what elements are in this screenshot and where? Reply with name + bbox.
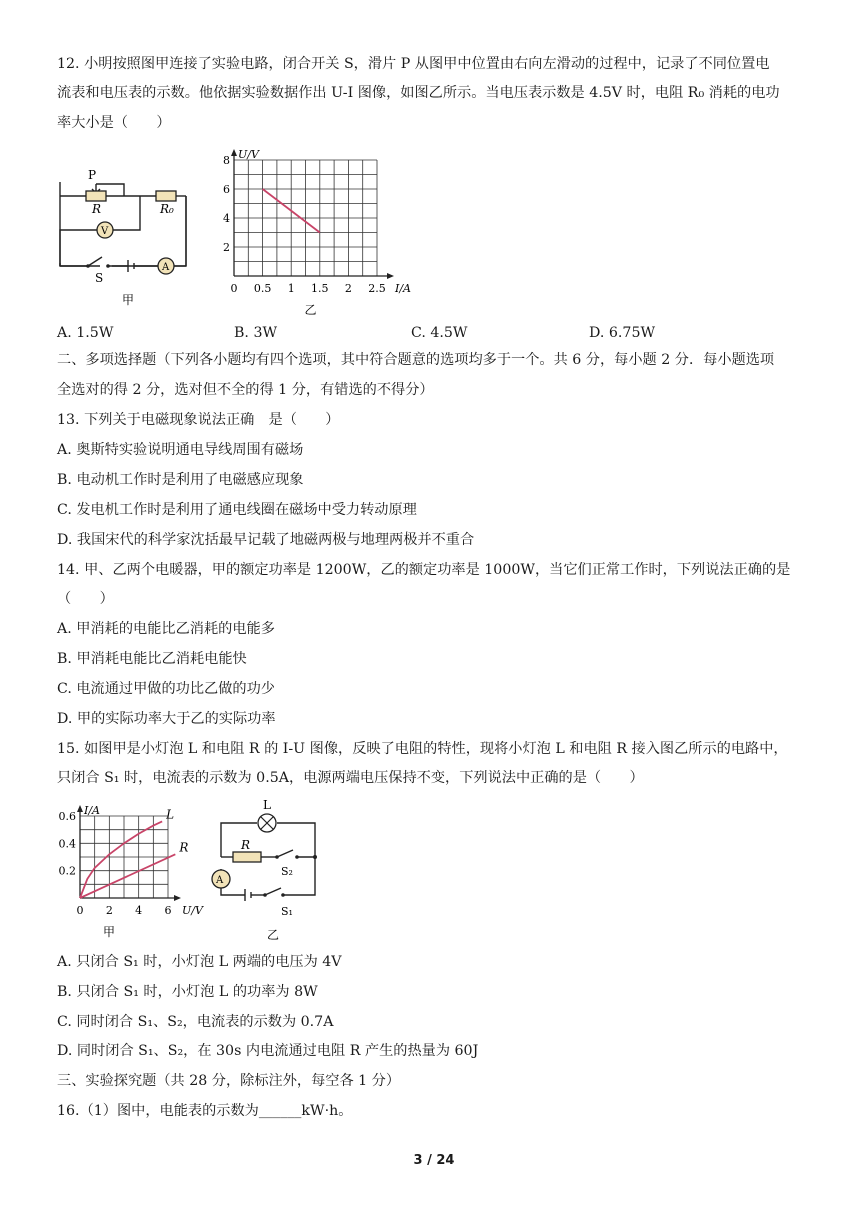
q16-stem: 16.（1）图中，电能表的示数为______kW·h。 [57, 1103, 353, 1119]
q15-option-c: C. 同时闭合 S₁、S₂，电流表的示数为 0.7A [57, 1014, 334, 1030]
label-s1: S₁ [281, 905, 293, 918]
x-tick-label: 2 [344, 282, 352, 295]
x-tick-label: 1.5 [311, 282, 329, 295]
q14-option-c: C. 电流通过甲做的功比乙做的功少 [57, 681, 275, 697]
section2-line-2: 全选对的得 2 分，选对但不全的得 1 分，有错选的不得分） [57, 382, 434, 398]
y-axis-arrow [231, 149, 237, 156]
label-r: R [92, 202, 102, 216]
y-tick-label: 6 [223, 183, 230, 196]
y-tick-label: 2 [223, 241, 230, 254]
section2-line-1: 二、多项选择题（下列各小题均有四个选项，其中符合题意的选项均多于一个。共 6 分，每小题 2 分．每小题选项 [57, 352, 775, 368]
y-tick-label: 8 [223, 154, 230, 167]
label-v: V [101, 226, 109, 237]
page-number: 3 / 24 [413, 1153, 455, 1168]
section3-heading: 三、实验探究题（共 28 分，除标注外，每空各 1 分） [57, 1073, 401, 1089]
q13-stem: 13. 下列关于电磁现象说法正确 是（ ） [57, 412, 340, 428]
q15-option-d: D. 同时闭合 S₁、S₂，在 30s 内电流通过电阻 R 产生的热量为 60J [57, 1043, 479, 1059]
q15-circuit-diagram [205, 795, 325, 945]
q12-line-3: 率大小是（ ） [57, 115, 171, 131]
label-s2: S₂ [281, 865, 293, 878]
q15-stem-1: 15. 如图甲是小灯泡 L 和电阻 R 的 I-U 图像，反映了电阻的特性，现将小灯泡 L 和电阻 R 接入图乙所示的电路中， [57, 741, 788, 757]
x-axis-label: U/V [182, 904, 203, 917]
x-axis-arrow [387, 273, 394, 279]
q12-option-a: A. 1.5W [57, 325, 114, 341]
q14-option-d: D. 甲的实际功率大于乙的实际功率 [57, 711, 276, 727]
q12-option-c: C. 4.5W [411, 325, 468, 341]
q15-iu-chart [52, 796, 217, 946]
resistor-r0 [156, 191, 176, 201]
y-tick-label: 0.4 [58, 837, 76, 851]
x-axis-arrow [174, 895, 181, 901]
x-tick-label: 0.5 [253, 282, 272, 295]
x-tick-label: 2.5 [368, 282, 386, 295]
x-tick-label: 0 [76, 904, 84, 917]
caption-yi: 乙 [267, 928, 280, 942]
q12-circuit-diagram [50, 162, 215, 312]
label-l: L [263, 798, 271, 812]
q15-option-a: A. 只闭合 S₁ 时，小灯泡 L 两端的电压为 4V [57, 954, 342, 970]
series-line-L [80, 821, 162, 898]
y-axis-arrow [77, 805, 83, 812]
q15-option-b: B. 只闭合 S₁ 时，小灯泡 L 的功率为 8W [57, 984, 318, 1000]
q12-line-1: 12. 小明按照图甲连接了实验电路，闭合开关 S，滑片 P 从图甲中位置由右向左滑动的过程中，记录了不同位置电 [57, 56, 770, 72]
x-tick-label: 0 [230, 282, 238, 295]
q13-option-d: D. 我国宋代的科学家沈括最早记载了地磁两极与地理两极并不重合 [57, 532, 475, 548]
q12-option-d: D. 6.75W [589, 325, 656, 341]
rheostat-r [86, 191, 106, 201]
label-p: P [88, 168, 97, 182]
label-r0: R₀ [160, 202, 174, 216]
y-tick-label: 4 [223, 212, 230, 225]
caption-jia: 甲 [122, 293, 135, 307]
x-tick-label: 4 [135, 904, 143, 917]
q13-option-a: A. 奥斯特实验说明通电导线周围有磁场 [57, 442, 304, 458]
q14-option-b: B. 甲消耗电能比乙消耗电能快 [57, 651, 247, 667]
q15-stem-2: 只闭合 S₁ 时，电流表的示数为 0.5A，电源两端电压保持不变，下列说法中正确的是（ ） [57, 770, 644, 786]
y-axis-label: I/A [84, 804, 100, 817]
y-axis-label: U/V [238, 148, 259, 161]
q13-option-c: C. 发电机工作时是利用了通电线圈在磁场中受力转动原理 [57, 502, 417, 518]
q13-option-b: B. 电动机工作时是利用了电磁感应现象 [57, 472, 304, 488]
chart-caption: 甲 [102, 925, 116, 939]
y-tick-label: 0.2 [58, 864, 76, 878]
chart-caption: 乙 [304, 303, 317, 317]
q14-stem-2: （ ） [57, 591, 114, 607]
q12-line-2: 流表和电压表的示数。他依据实验数据作出 U-I 图像，如图乙所示。当电压表示数是 4.5V 时，电阻 R₀ 消耗的电功 [57, 85, 780, 101]
label-a: A [162, 262, 170, 273]
y-tick-label: 0.6 [58, 810, 76, 823]
q12-ui-chart [212, 140, 417, 320]
resistor-r [233, 852, 261, 862]
x-tick-label: 2 [105, 904, 113, 917]
label-a: A [216, 875, 224, 886]
series-label-R: R [179, 840, 189, 855]
x-tick-label: 1 [287, 282, 295, 295]
q14-option-a: A. 甲消耗的电能比乙消耗的电能多 [57, 621, 275, 637]
q12-option-b: B. 3W [234, 325, 278, 341]
q14-stem-1: 14. 甲、乙两个电暖器，甲的额定功率是 1200W，乙的额定功率是 1000W，当它们正常工作时，下列说法正确的是 [57, 562, 791, 578]
x-axis-label: I/A [395, 282, 411, 295]
x-tick-label: 6 [164, 904, 172, 917]
series-label-L: L [166, 807, 175, 822]
label-r: R [241, 838, 251, 852]
label-s: S [95, 271, 104, 285]
